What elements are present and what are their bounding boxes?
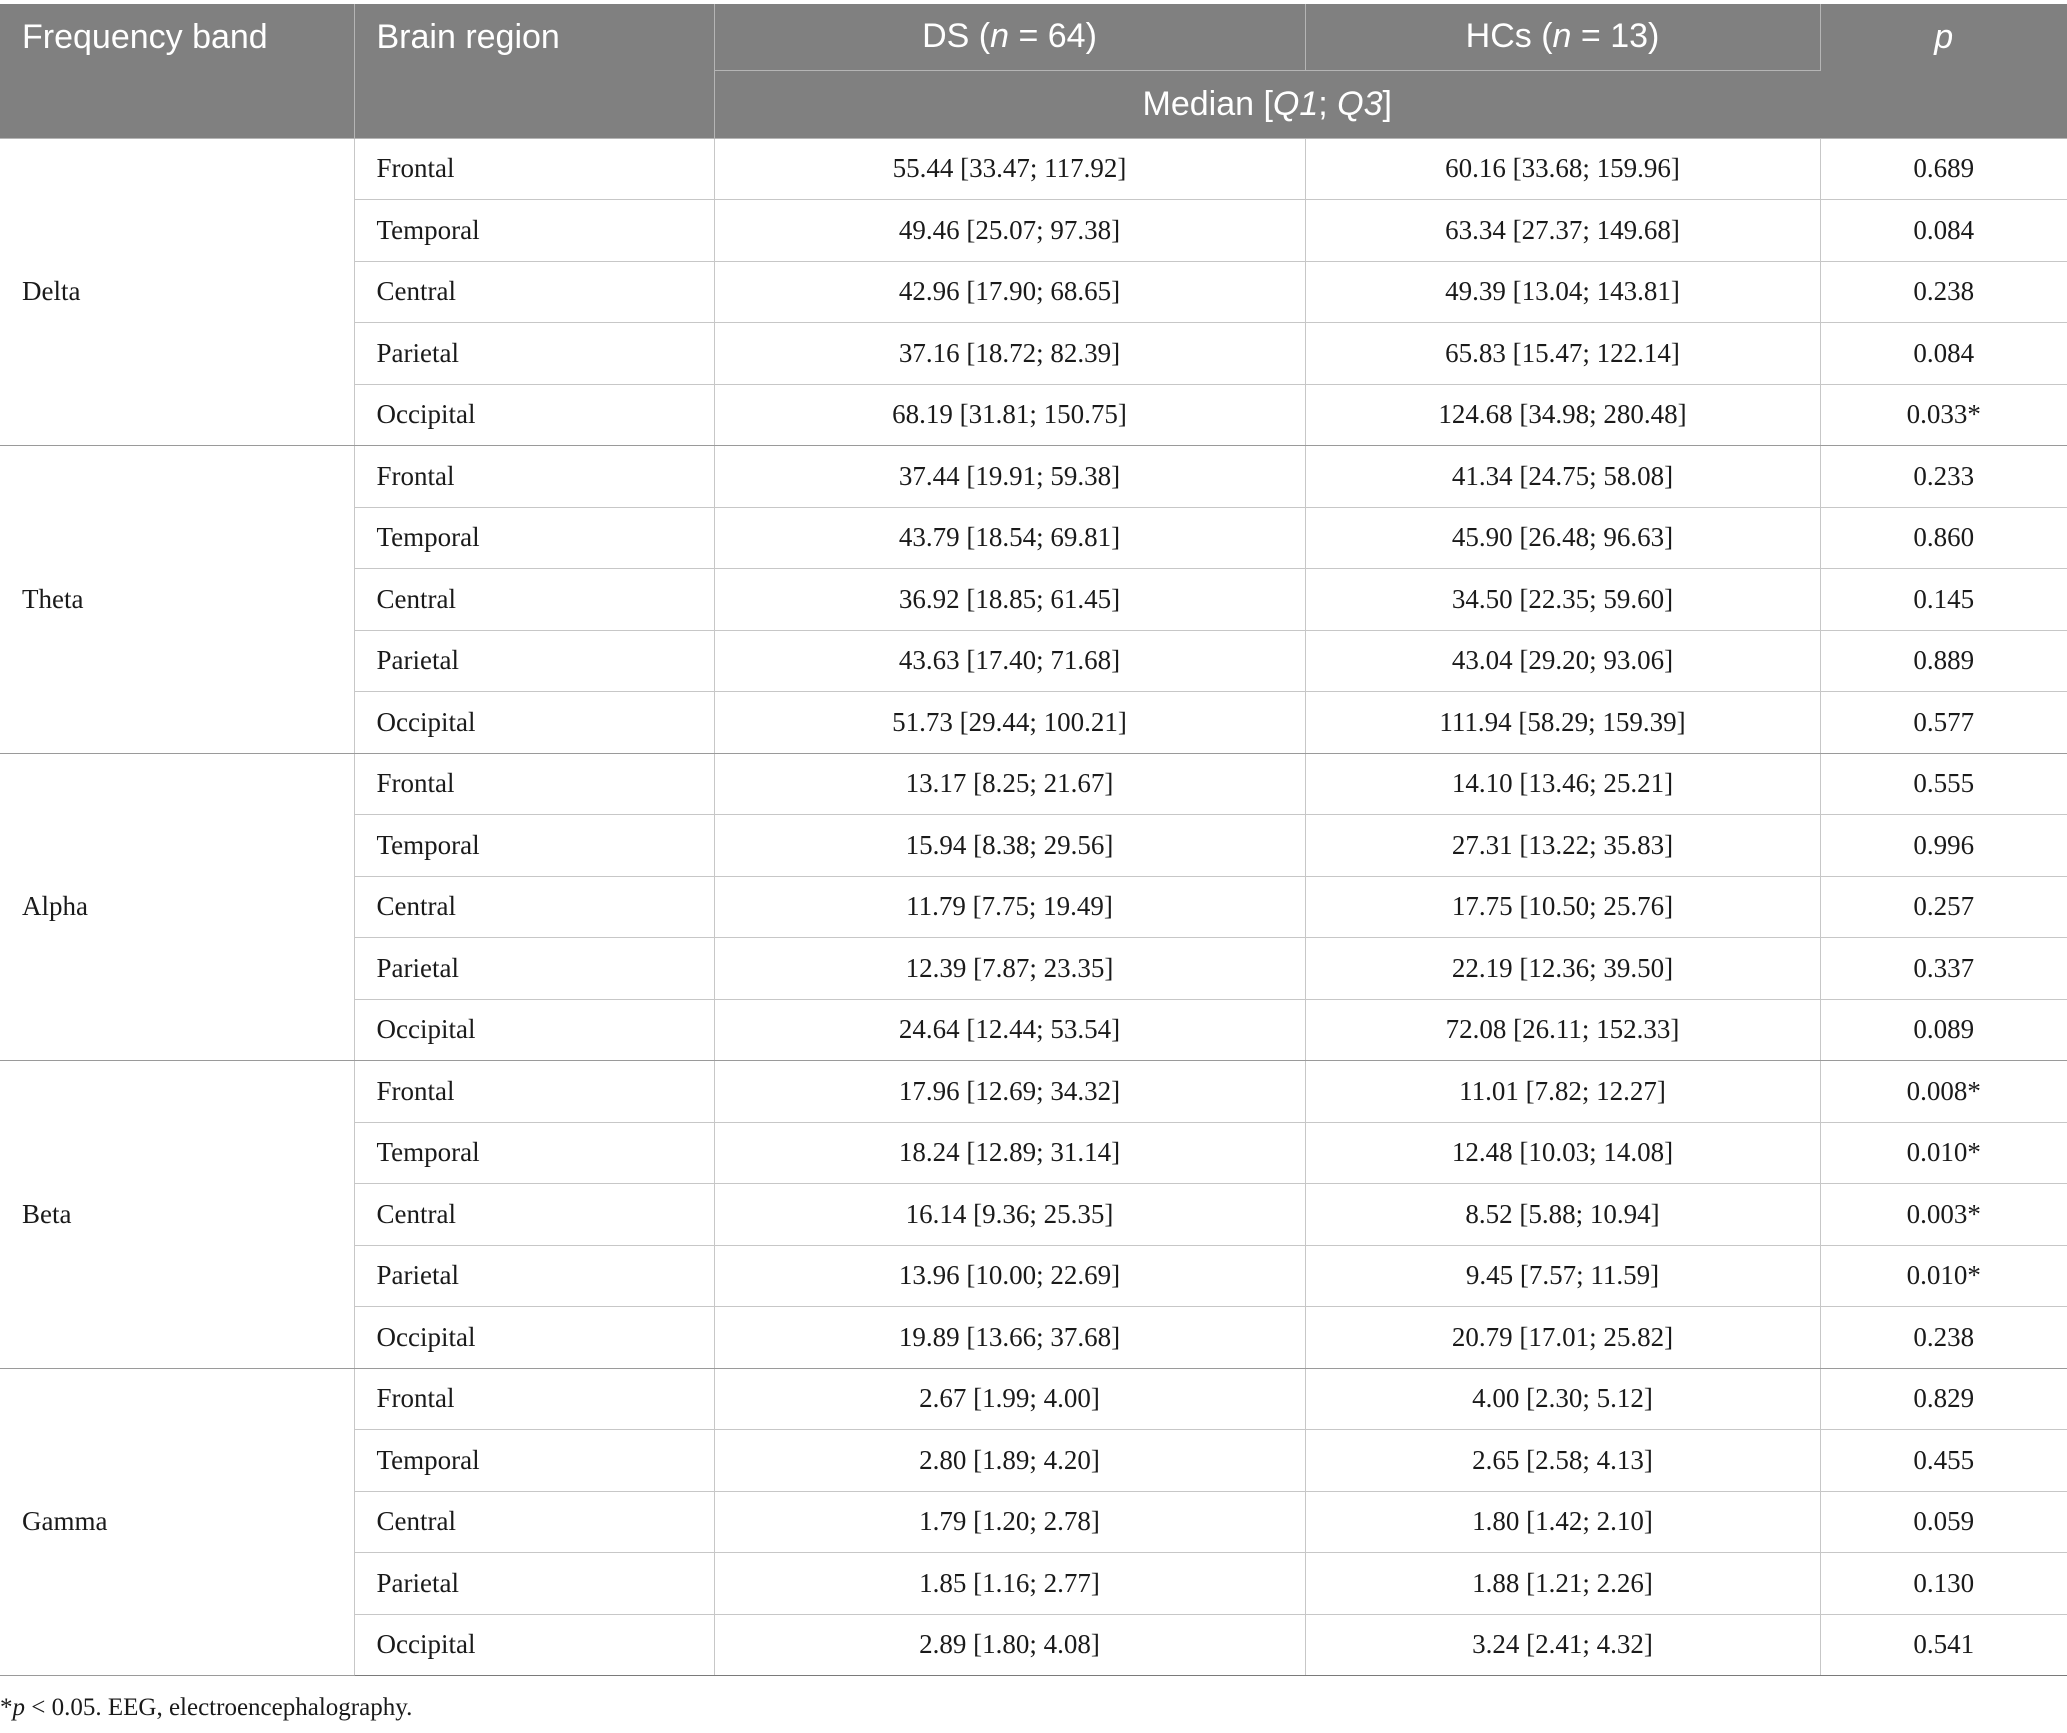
p-value-cell: 0.084 bbox=[1820, 200, 2067, 262]
hc-median-cell: 4.00 [2.30; 5.12] bbox=[1305, 1368, 1820, 1430]
table-footnote bbox=[0, 1694, 412, 1722]
header-ds-group bbox=[714, 4, 1305, 70]
brain-region-cell: Central bbox=[354, 569, 714, 631]
p-value-cell: 0.689 bbox=[1820, 138, 2067, 200]
brain-region-cell: Central bbox=[354, 1184, 714, 1246]
hc-median-cell: 124.68 [34.98; 280.48] bbox=[1305, 384, 1820, 446]
brain-region-cell: Frontal bbox=[354, 753, 714, 815]
ds-median-cell: 68.19 [31.81; 150.75] bbox=[714, 384, 1305, 446]
brain-region-cell: Temporal bbox=[354, 1430, 714, 1492]
stat-q3: Q3 bbox=[1337, 84, 1383, 123]
ds-median-cell: 13.96 [10.00; 22.69] bbox=[714, 1245, 1305, 1307]
hc-median-cell: 1.80 [1.42; 2.10] bbox=[1305, 1491, 1820, 1553]
p-value-cell: 0.238 bbox=[1820, 1307, 2067, 1369]
hc-median-cell: 12.48 [10.03; 14.08] bbox=[1305, 1122, 1820, 1184]
p-value-cell: 0.130 bbox=[1820, 1553, 2067, 1615]
footnote-star: * bbox=[0, 1694, 13, 1721]
p-value-cell: 0.089 bbox=[1820, 999, 2067, 1061]
p-value-cell: 0.059 bbox=[1820, 1491, 2067, 1553]
brain-region-cell: Frontal bbox=[354, 138, 714, 200]
ds-median-cell: 51.73 [29.44; 100.21] bbox=[714, 692, 1305, 754]
p-value-cell: 0.577 bbox=[1820, 692, 2067, 754]
header-hc-group bbox=[1305, 4, 1820, 70]
frequency-band-cell: Beta bbox=[0, 1061, 354, 1369]
brain-region-cell: Parietal bbox=[354, 323, 714, 385]
ds-median-cell: 17.96 [12.69; 34.32] bbox=[714, 1061, 1305, 1123]
p-value-cell: 0.003* bbox=[1820, 1184, 2067, 1246]
p-value-cell: 0.238 bbox=[1820, 261, 2067, 323]
footnote-p: p bbox=[12, 1694, 25, 1721]
ds-median-cell: 16.14 [9.36; 25.35] bbox=[714, 1184, 1305, 1246]
brain-region-cell: Parietal bbox=[354, 1245, 714, 1307]
results-table bbox=[0, 4, 2067, 1676]
brain-region-cell: Parietal bbox=[354, 1553, 714, 1615]
header-median-iqr bbox=[714, 70, 1820, 138]
brain-region-cell: Parietal bbox=[354, 938, 714, 1000]
brain-region-cell: Central bbox=[354, 1491, 714, 1553]
hc-median-cell: 3.24 [2.41; 4.32] bbox=[1305, 1614, 1820, 1676]
hc-median-cell: 14.10 [13.46; 25.21] bbox=[1305, 753, 1820, 815]
ds-median-cell: 13.17 [8.25; 21.67] bbox=[714, 753, 1305, 815]
hc-median-cell: 65.83 [15.47; 122.14] bbox=[1305, 323, 1820, 385]
ds-median-cell: 1.85 [1.16; 2.77] bbox=[714, 1553, 1305, 1615]
p-value-cell: 0.008* bbox=[1820, 1061, 2067, 1123]
table-row bbox=[0, 753, 2067, 815]
ds-median-cell: 2.80 [1.89; 4.20] bbox=[714, 1430, 1305, 1492]
brain-region-cell: Temporal bbox=[354, 1122, 714, 1184]
ds-median-cell: 42.96 [17.90; 68.65] bbox=[714, 261, 1305, 323]
hc-median-cell: 22.19 [12.36; 39.50] bbox=[1305, 938, 1820, 1000]
hc-median-cell: 27.31 [13.22; 35.83] bbox=[1305, 815, 1820, 877]
p-value-cell: 0.555 bbox=[1820, 753, 2067, 815]
ds-median-cell: 15.94 [8.38; 29.56] bbox=[714, 815, 1305, 877]
hc-median-cell: 41.34 [24.75; 58.08] bbox=[1305, 446, 1820, 508]
hc-median-cell: 8.52 [5.88; 10.94] bbox=[1305, 1184, 1820, 1246]
hc-median-cell: 111.94 [58.29; 159.39] bbox=[1305, 692, 1820, 754]
frequency-band-cell: Theta bbox=[0, 446, 354, 754]
hc-median-cell: 9.45 [7.57; 11.59] bbox=[1305, 1245, 1820, 1307]
ds-median-cell: 24.64 [12.44; 53.54] bbox=[714, 999, 1305, 1061]
ds-median-cell: 18.24 [12.89; 31.14] bbox=[714, 1122, 1305, 1184]
header-brain-region: Brain region bbox=[354, 4, 714, 138]
frequency-band-cell: Alpha bbox=[0, 753, 354, 1061]
hc-median-cell: 1.88 [1.21; 2.26] bbox=[1305, 1553, 1820, 1615]
ds-label: DS ( bbox=[922, 17, 991, 56]
ds-median-cell: 11.79 [7.75; 19.49] bbox=[714, 876, 1305, 938]
ds-median-cell: 2.67 [1.99; 4.00] bbox=[714, 1368, 1305, 1430]
p-value-cell: 0.829 bbox=[1820, 1368, 2067, 1430]
table-row bbox=[0, 138, 2067, 200]
header-frequency-band: Frequency band bbox=[0, 4, 354, 138]
hc-median-cell: 60.16 [33.68; 159.96] bbox=[1305, 138, 1820, 200]
p-value-cell: 0.010* bbox=[1820, 1122, 2067, 1184]
footnote-text: < 0.05. EEG, electroencephalography. bbox=[25, 1694, 413, 1721]
hc-median-cell: 72.08 [26.11; 152.33] bbox=[1305, 999, 1820, 1061]
hc-median-cell: 49.39 [13.04; 143.81] bbox=[1305, 261, 1820, 323]
frequency-band-cell: Delta bbox=[0, 138, 354, 446]
header-p-value: p bbox=[1820, 4, 2067, 138]
table-header bbox=[0, 4, 2067, 138]
table-row bbox=[0, 1061, 2067, 1123]
brain-region-cell: Temporal bbox=[354, 200, 714, 262]
p-value-cell: 0.996 bbox=[1820, 815, 2067, 877]
p-value-cell: 0.257 bbox=[1820, 876, 2067, 938]
hc-median-cell: 63.34 [27.37; 149.68] bbox=[1305, 200, 1820, 262]
table-body bbox=[0, 138, 2067, 1676]
stat-suffix: ] bbox=[1382, 84, 1392, 123]
hc-n-value: = 13) bbox=[1571, 17, 1660, 56]
ds-median-cell: 55.44 [33.47; 117.92] bbox=[714, 138, 1305, 200]
brain-region-cell: Central bbox=[354, 876, 714, 938]
p-value-cell: 0.033* bbox=[1820, 384, 2067, 446]
p-value-cell: 0.541 bbox=[1820, 1614, 2067, 1676]
ds-n-symbol: n bbox=[990, 17, 1010, 56]
p-value-cell: 0.010* bbox=[1820, 1245, 2067, 1307]
ds-median-cell: 2.89 [1.80; 4.08] bbox=[714, 1614, 1305, 1676]
p-value-cell: 0.337 bbox=[1820, 938, 2067, 1000]
p-value-cell: 0.455 bbox=[1820, 1430, 2067, 1492]
p-value-cell: 0.233 bbox=[1820, 446, 2067, 508]
stat-prefix: Median [ bbox=[1142, 84, 1273, 123]
ds-median-cell: 37.44 [19.91; 59.38] bbox=[714, 446, 1305, 508]
ds-median-cell: 43.63 [17.40; 71.68] bbox=[714, 630, 1305, 692]
stat-sep: ; bbox=[1318, 84, 1338, 123]
ds-median-cell: 12.39 [7.87; 23.35] bbox=[714, 938, 1305, 1000]
hc-median-cell: 2.65 [2.58; 4.13] bbox=[1305, 1430, 1820, 1492]
table-row bbox=[0, 1368, 2067, 1430]
hc-label: HCs ( bbox=[1465, 17, 1553, 56]
brain-region-cell: Temporal bbox=[354, 815, 714, 877]
ds-median-cell: 43.79 [18.54; 69.81] bbox=[714, 507, 1305, 569]
ds-median-cell: 37.16 [18.72; 82.39] bbox=[714, 323, 1305, 385]
brain-region-cell: Occipital bbox=[354, 1614, 714, 1676]
brain-region-cell: Parietal bbox=[354, 630, 714, 692]
ds-median-cell: 1.79 [1.20; 2.78] bbox=[714, 1491, 1305, 1553]
ds-n-value: = 64) bbox=[1009, 17, 1097, 56]
brain-region-cell: Occipital bbox=[354, 1307, 714, 1369]
hc-n-symbol: n bbox=[1552, 17, 1572, 56]
hc-median-cell: 17.75 [10.50; 25.76] bbox=[1305, 876, 1820, 938]
brain-region-cell: Frontal bbox=[354, 1368, 714, 1430]
stat-q1: Q1 bbox=[1272, 84, 1319, 123]
hc-median-cell: 43.04 [29.20; 93.06] bbox=[1305, 630, 1820, 692]
ds-median-cell: 36.92 [18.85; 61.45] bbox=[714, 569, 1305, 631]
hc-median-cell: 45.90 [26.48; 96.63] bbox=[1305, 507, 1820, 569]
ds-median-cell: 49.46 [25.07; 97.38] bbox=[714, 200, 1305, 262]
p-value-cell: 0.889 bbox=[1820, 630, 2067, 692]
frequency-band-cell: Gamma bbox=[0, 1368, 354, 1676]
p-value-cell: 0.860 bbox=[1820, 507, 2067, 569]
p-value-cell: 0.145 bbox=[1820, 569, 2067, 631]
brain-region-cell: Central bbox=[354, 261, 714, 323]
brain-region-cell: Temporal bbox=[354, 507, 714, 569]
hc-median-cell: 11.01 [7.82; 12.27] bbox=[1305, 1061, 1820, 1123]
brain-region-cell: Occipital bbox=[354, 384, 714, 446]
brain-region-cell: Occipital bbox=[354, 692, 714, 754]
ds-median-cell: 19.89 [13.66; 37.68] bbox=[714, 1307, 1305, 1369]
p-value-cell: 0.084 bbox=[1820, 323, 2067, 385]
hc-median-cell: 34.50 [22.35; 59.60] bbox=[1305, 569, 1820, 631]
hc-median-cell: 20.79 [17.01; 25.82] bbox=[1305, 1307, 1820, 1369]
brain-region-cell: Occipital bbox=[354, 999, 714, 1061]
brain-region-cell: Frontal bbox=[354, 446, 714, 508]
brain-region-cell: Frontal bbox=[354, 1061, 714, 1123]
table-row bbox=[0, 446, 2067, 508]
